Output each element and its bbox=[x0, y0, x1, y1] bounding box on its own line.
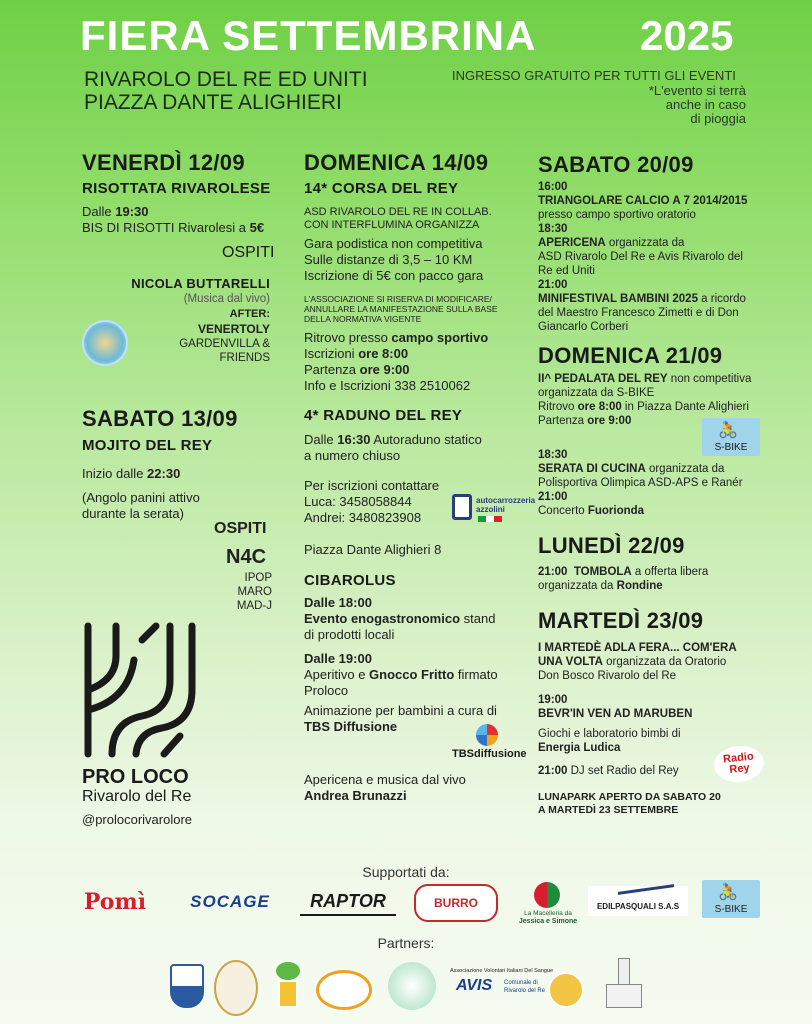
text: LUNAPARK APERTO DA SABATO 20 bbox=[538, 791, 721, 803]
text: Re ed Uniti bbox=[538, 265, 595, 277]
raduno-contacts bbox=[304, 478, 439, 526]
sab20-events bbox=[538, 180, 778, 334]
text: Info e Iscrizioni 338 2510062 bbox=[304, 378, 471, 393]
time: 22:30 bbox=[147, 466, 181, 481]
partner-avis-logo bbox=[450, 968, 554, 1008]
text: Inizio dalle bbox=[82, 466, 148, 481]
text: GARDENVILLA & bbox=[179, 338, 270, 350]
italy-flag-icon bbox=[478, 516, 502, 522]
text: (Angolo panini attivo bbox=[82, 490, 200, 505]
text: in Piazza Dante Alighieri bbox=[621, 401, 749, 413]
text: Proloco bbox=[304, 683, 349, 698]
event-raduno: 4* RADUNO DEL REY bbox=[304, 407, 463, 424]
text: del Maestro Francesco Zimetti e di Don bbox=[538, 307, 739, 319]
text: azzolini bbox=[476, 505, 505, 514]
proloco-handle[interactable]: @prolocorivarolore bbox=[82, 812, 193, 827]
text: Jessica e Simone bbox=[518, 918, 578, 925]
car-logo-icon bbox=[452, 494, 472, 520]
text: Polisportiva Olimpica ASD-APS e Ranér bbox=[538, 477, 743, 489]
text: organizzata da bbox=[538, 580, 617, 592]
text: autocarrozzeria bbox=[476, 496, 536, 505]
lunapark-note bbox=[538, 791, 721, 817]
text: Energia Ludica bbox=[538, 742, 621, 754]
rain-note bbox=[620, 84, 746, 126]
rain-note-line: di pioggia bbox=[690, 111, 746, 126]
corsa-info bbox=[304, 236, 483, 284]
sponsor-socage-logo: SOCAGE bbox=[190, 892, 270, 911]
time: Dalle 19:00 bbox=[304, 651, 372, 666]
free-entry-note: INGRESSO GRATUITO PER TUTTI GLI EVENTI bbox=[452, 68, 736, 83]
dj-name: IPOP bbox=[244, 572, 272, 584]
text: Giochi e laboratorio bimbi di bbox=[538, 728, 681, 740]
text: organizzata da bbox=[605, 237, 685, 249]
text: Sulle distanze di 3,5 – 10 KM bbox=[304, 252, 473, 267]
day-heading-mar23: MARTEDÌ 23/09 bbox=[538, 608, 704, 633]
time: ore 9:00 bbox=[359, 362, 410, 377]
text: Rondine bbox=[616, 580, 663, 592]
event-mojito: MOJITO DEL REY bbox=[82, 437, 213, 454]
raduno-details bbox=[304, 432, 482, 464]
text: Autoraduno statico bbox=[370, 432, 482, 447]
martede-details bbox=[538, 641, 778, 683]
day-heading-dom14: DOMENICA 14/09 bbox=[304, 150, 489, 175]
day-heading-ven12: VENERDÌ 12/09 bbox=[82, 150, 245, 175]
text: non competitiva bbox=[667, 373, 752, 385]
ospiti-label-13: OSPITI bbox=[214, 520, 267, 537]
text: stand bbox=[460, 611, 496, 626]
cibarolus-details bbox=[304, 595, 524, 643]
day-heading-sab20: SABATO 20/09 bbox=[538, 152, 694, 177]
roof-icon bbox=[618, 884, 674, 904]
text: Partenza bbox=[538, 415, 588, 427]
text: Comunale di bbox=[504, 980, 538, 986]
text: SERATA DI CUCINA bbox=[538, 463, 646, 475]
time: ore 9:00 bbox=[587, 415, 632, 427]
ospiti-label: OSPITI bbox=[222, 244, 275, 261]
proloco-name: PRO LOCO bbox=[82, 766, 189, 788]
partners-heading: Partners: bbox=[377, 935, 435, 951]
bicycle-icon: 🚴 bbox=[718, 884, 738, 901]
text: Gara podistica non competitiva bbox=[304, 236, 483, 251]
text: organizzata da bbox=[645, 463, 725, 475]
dj-name: MAD-J bbox=[236, 600, 272, 612]
text: a offerta libera bbox=[631, 566, 709, 578]
text: Fuorionda bbox=[587, 505, 645, 517]
headliner-n4c: N4C bbox=[226, 546, 267, 568]
text: APERICENA bbox=[538, 237, 606, 249]
text: MINIFESTIVAL BAMBINI 2025 bbox=[538, 293, 698, 305]
text: EDILPASQUALI S.A.S bbox=[596, 902, 680, 911]
sponsor-pomi-logo: Pomì bbox=[83, 889, 147, 915]
day-heading-dom21: DOMENICA 21/09 bbox=[538, 343, 723, 368]
partner-frog-icon bbox=[272, 962, 304, 1012]
text: Partenza bbox=[304, 362, 360, 377]
text: II^ PEDALATA DEL REY bbox=[538, 373, 668, 385]
guest-name: NICOLA BUTTARELLI bbox=[131, 276, 270, 291]
macelleria-icon bbox=[534, 882, 560, 908]
text: A MARTEDÌ 23 SETTEMBRE bbox=[538, 804, 679, 816]
partner-comune-crest-icon bbox=[170, 964, 204, 1008]
text: campo sportivo bbox=[391, 330, 489, 345]
text: a ricordo bbox=[697, 293, 746, 305]
text: Giancarlo Corberi bbox=[538, 321, 629, 333]
tbs-logo bbox=[452, 724, 528, 768]
sponsor-burro-logo: BURRO bbox=[414, 884, 498, 922]
text: Apericena e musica dal vivo bbox=[304, 772, 466, 787]
text: Per iscrizioni contattare bbox=[304, 478, 440, 493]
cibarolus-aperitivo bbox=[304, 651, 524, 699]
event-cibarolus: CIBAROLUS bbox=[304, 572, 396, 589]
text: presso campo sportivo oratorio bbox=[538, 209, 696, 221]
poster-year: 2025 bbox=[640, 12, 734, 59]
text: UNA VOLTA bbox=[538, 656, 603, 668]
cibarolus-apericena bbox=[304, 772, 466, 804]
corsa-organizer bbox=[304, 206, 492, 232]
corsa-schedule bbox=[304, 330, 488, 394]
proloco-town: Rivarolo del Re bbox=[82, 788, 192, 805]
text: Concerto bbox=[538, 505, 588, 517]
text: S-BIKE bbox=[714, 904, 748, 915]
after-act: VENERTOLY bbox=[197, 322, 270, 336]
proloco-logo-icon bbox=[82, 620, 198, 760]
phone: Andrei: 3480823908 bbox=[304, 510, 422, 525]
text: TOMBOLA bbox=[573, 566, 632, 578]
raduno-address: Piazza Dante Alighieri 8 bbox=[304, 542, 442, 557]
text: S-BIKE bbox=[714, 442, 748, 453]
beer-mug-icon bbox=[278, 980, 298, 1008]
time: Dalle 18:00 bbox=[304, 595, 372, 610]
text: Gnocco Fritto bbox=[369, 667, 455, 682]
bevrin-details bbox=[538, 693, 778, 721]
guest-note: (Musica dal vivo) bbox=[183, 293, 270, 305]
text: ASD Rivarolo Del Re e Avis Rivarolo del bbox=[538, 251, 743, 263]
sponsors-heading: Supportati da: bbox=[362, 864, 450, 880]
text: BIS DI RISOTTI bbox=[82, 220, 175, 235]
text: Associazione Volontari Italiani Del Sangue bbox=[450, 968, 554, 974]
time: ore 8:00 bbox=[358, 346, 409, 361]
partner-church-icon bbox=[606, 958, 642, 1012]
sponsor-raptor-logo: RAPTOR bbox=[300, 888, 396, 916]
text: Iscrizioni bbox=[304, 346, 359, 361]
text: La Macelleria da bbox=[524, 910, 572, 917]
text: L'ASSOCIAZIONE SI RISERVA DI MODIFICARE/ bbox=[304, 294, 492, 304]
text: Animazione per bambini a cura di bbox=[304, 703, 497, 718]
time: 16:00 bbox=[538, 181, 568, 193]
sponsor-edil-logo bbox=[588, 886, 688, 916]
text: ANNULLARE LA MANIFESTAZIONE SULLA BASE bbox=[304, 304, 498, 314]
church-body-icon bbox=[606, 984, 642, 1008]
tombola-details bbox=[538, 565, 778, 593]
corsa-disclaimer bbox=[304, 294, 498, 324]
time: 21:00 bbox=[538, 566, 568, 578]
partner-alpini-icon bbox=[214, 960, 258, 1016]
text: Radio Rey bbox=[722, 750, 755, 776]
location-square: PIAZZA DANTE ALIGHIERI bbox=[84, 91, 342, 114]
dj-list bbox=[200, 571, 272, 613]
sponsor-sbike-logo bbox=[702, 880, 760, 918]
rain-note-line: *L'evento si terrà bbox=[648, 83, 746, 98]
text: FRIENDS bbox=[219, 352, 270, 364]
venertoly-logo-icon bbox=[82, 320, 128, 366]
tbs-icon bbox=[476, 724, 498, 746]
text: Dalle bbox=[82, 204, 116, 219]
poster-title: FIERA SETTEMBRINA bbox=[80, 12, 537, 59]
time: 18:30 bbox=[538, 449, 568, 461]
price: 5€ bbox=[249, 220, 265, 235]
time: 19:00 bbox=[538, 694, 568, 706]
partner-sport-oval-icon bbox=[316, 970, 372, 1010]
text: ASD RIVAROLO DEL RE IN COLLAB. bbox=[304, 206, 492, 218]
text: Ritrovo bbox=[538, 401, 578, 413]
text: BEVR'IN VEN AD MARUBEN bbox=[538, 708, 693, 720]
partner-la-rondine-icon bbox=[548, 972, 584, 1008]
time: 18:30 bbox=[538, 223, 568, 235]
text: Don Bosco Rivarolo del Re bbox=[538, 670, 677, 682]
phone: Luca: 3458058844 bbox=[304, 494, 412, 509]
text: di prodotti locali bbox=[304, 627, 395, 642]
dj-name: MARO bbox=[237, 586, 272, 598]
time: 21:00 bbox=[538, 491, 568, 503]
day-heading-sab13: SABATO 13/09 bbox=[82, 406, 238, 431]
text: DELLA NORMATIVA VIGENTE bbox=[304, 314, 422, 324]
autocarrozzeria-logo bbox=[452, 494, 538, 526]
text: Evento enogastronomico bbox=[304, 611, 461, 626]
text: Aperitivo e bbox=[304, 667, 370, 682]
partner-atletica-icon bbox=[388, 962, 436, 1010]
text: CON INTERFLUMINA ORGANIZZA bbox=[304, 219, 480, 231]
day-heading-lun22: LUNEDÌ 22/09 bbox=[538, 533, 685, 558]
after-sub bbox=[150, 337, 270, 365]
text: durante la serata) bbox=[82, 506, 184, 521]
risottata-details bbox=[82, 204, 282, 236]
text: organizzata da S-BIKE bbox=[538, 387, 655, 399]
location-block bbox=[84, 68, 368, 114]
after-label: AFTER: bbox=[229, 308, 270, 320]
text: TRIANGOLARE CALCIO A 7 2014/2015 bbox=[538, 195, 748, 207]
text: TBS Diffusione bbox=[304, 719, 398, 734]
text: Andrea Brunazzi bbox=[304, 788, 407, 803]
text: Ritrovo presso bbox=[304, 330, 392, 345]
time: 21:00 bbox=[538, 765, 568, 777]
djset-details bbox=[538, 764, 679, 778]
frog-head-icon bbox=[276, 962, 300, 980]
location-town: RIVAROLO DEL RE ED UNITI bbox=[84, 68, 368, 91]
text: DJ set Radio del Rey bbox=[570, 765, 679, 777]
text: firmato bbox=[454, 667, 498, 682]
rain-note-line: anche in caso bbox=[665, 97, 746, 112]
mojito-note bbox=[82, 490, 200, 522]
text: TBSdiffusione bbox=[452, 748, 527, 760]
event-corsa: 14* CORSA DEL REY bbox=[304, 180, 459, 197]
mojito-start bbox=[82, 466, 180, 482]
text: Iscrizione di 5€ con pacco gara bbox=[304, 268, 484, 283]
text: AVIS bbox=[456, 977, 493, 994]
text: I MARTEDÈ ADLA FERA... COM'ERA bbox=[538, 642, 737, 654]
bicycle-icon: 🚴 bbox=[718, 422, 738, 439]
serata-details bbox=[538, 448, 778, 518]
time: 16:30 bbox=[337, 432, 371, 447]
sponsor-macelleria-logo bbox=[516, 882, 580, 926]
text: Rivarolo del Re bbox=[504, 988, 546, 994]
event-risottata: RISOTTATA RIVAROLESE bbox=[82, 180, 271, 197]
text: a numero chiuso bbox=[304, 448, 401, 463]
text: Dalle bbox=[304, 432, 338, 447]
text: Rivarolesi a bbox=[174, 220, 250, 235]
time: ore 8:00 bbox=[577, 401, 622, 413]
time: 19:30 bbox=[115, 204, 149, 219]
time: 21:00 bbox=[538, 279, 568, 291]
text: organizzata da Oratorio bbox=[602, 656, 727, 668]
